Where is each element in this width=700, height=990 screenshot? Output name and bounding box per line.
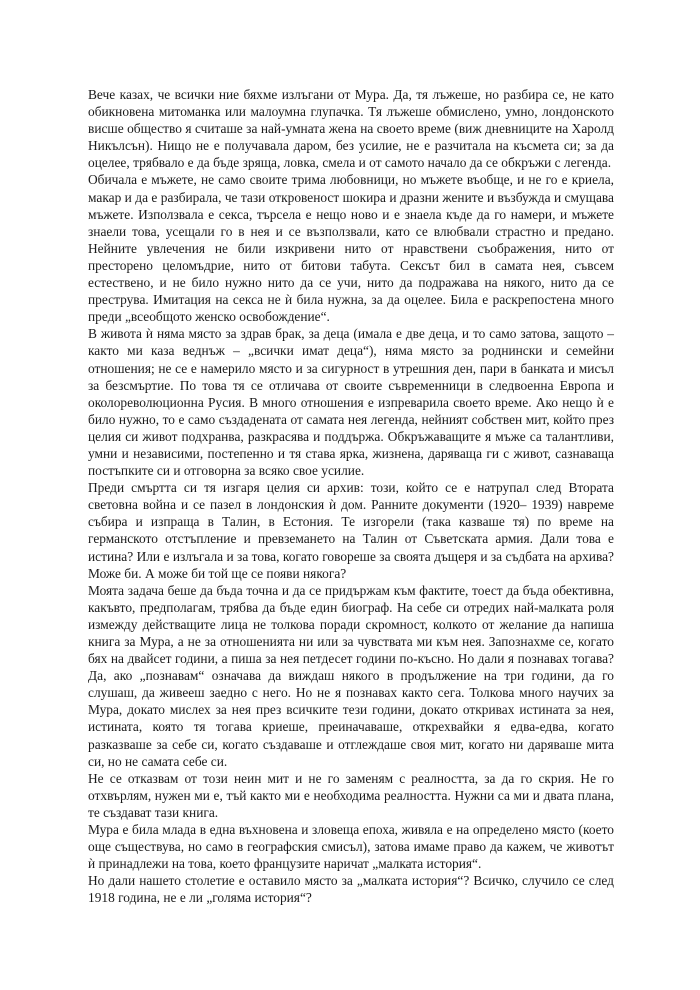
paragraph-5: Моята задача беше да бъда точна и да се придържам към фактите, тоест да бъда обективна, какъвто, предполагам, трябва да бъде един биограф. На себе си отредих най-малката роля измежду действащите лица не толкова поради скромност, колкото от желание да напиша книга за Мура, а не за отношенията ни или за чувствата ми към нея. Запознахме се, когато бях на двайсет години, а пиша за нея петдесет години по-късно. Но дали я познавах тогава? Да, ако „познавам“ означава да виждаш някого в продължение на три години, да го слушаш, да живееш заедно с него. Но не я познавах както сега. Толкова много научих за Мура, докато мислех за нея през всичките тези години, докато откривах истината за нея, истината, която тя тогава криеше, преиначаваше, открехвайки я едва-едва, когато разказваше за себе си, когато създаваше и отглеждаше своя мит, когато ни даряваше мита си, но не самата себе си. — [88, 582, 614, 769]
paragraph-1: Вече казах, че всички ние бяхме излъгани от Мура. Да, тя лъжеше, но разбира се, не като обикновена митоманка или малоумна глупачка. Тя лъжеше обмислено, умно, лондонското висше общество я считаше за най-умната жена на своето време (виж дневниците на Харолд Никълсън). Нищо не е получавала даром, без усилие, не е разчитала на късмета си; за да оцелее, трябвало е да бъде зряща, ловка, смела и от самото начало да се обкръжи с легенда. — [88, 87, 614, 171]
paragraph-2: Обичала е мъжете, не само своите трима любовници, но мъжете въобще, и не го е криела, макар и да е разбирала, че тази откровеност шокира и дразни жените и възбужда и смущава мъжете. Използвала е секса, търсела е нещо ново и е знаела къде да го намери, и мъжете знаели това, усещали го в нея и се възползвали, като се влюбвали страстно и предано. Нейните увлечения не били изкривени нито от нравствени съображения, нито от престорено целомъдрие, нито от битови табута. Сексът бил в самата нея, съвсем естествено, и не било нужно нито да се учи, нито да подражава на някого, нито да се преструва. Имитация на секса не ѝ била нужна, за да оцелее. Била е раскрепостена много преди „всеобщото женско освобождение“. — [88, 172, 614, 325]
paragraph-6: Не се отказвам от този неин мит и не го заменям с реалността, за да го скрия. Не го отхвърлям, нужен ми е, тъй както ми е необходима реалността. Нужни са ми и двата плана, те създават тази книга. — [88, 770, 614, 820]
paragraph-7: Мура е била млада в една въхновена и зловеща епоха, живяла е на определено място (което още съществува, но само в географския смисъл), затова имаме право да кажем, че животът ѝ принадлежи на това, което французите наричат „малката история“. — [88, 822, 614, 872]
paragraph-8: Но дали нашето столетие е оставило място за „малката история“? Всичко, случило се след 1918 година, не е ли „голяма история“? — [88, 873, 614, 906]
paragraph-4: Преди смъртта си тя изгаря целия си архив: този, който се е натрупал след Втората световна война и се пазел в лондонския ѝ дом. Ранните документи (1920– 1939) навреме събира и изпраща в Талин, в Естония. Те изгорели (така казваше тя) по време на германското отстъпление и превземането на Талин от Съветската армия. Дали това е истина? Или е излъгала и за това, когато говореше за своята дъщеря и за съдбата на архива? Може би. А може би той ще се появи някога? — [88, 480, 614, 581]
paragraph-3: В живота ѝ няма място за здрав брак, за деца (имала е две деца, и то само затова, защото – както ми каза веднъж – „всички имат деца“), няма място за роднински и семейни отношения; не се е намерило място и за сигурност в утрешния ден, пари в банката и мисъл за безсмъртие. По това тя се отличава от своите съвременници в следвоенна Европа и околореволюционна Русия. В много отношения е изпреварила своето време. Ако нещо ѝ е било нужно, то е само създадената от самата нея легенда, нейният собствен мит, който през целия си живот подхранва, разкрасява и поддържа. Обкръжаващите я мъже са талантливи, умни и независими, постепенно и тя става ярка, жизнена, даряваща ги с живот, сазнаваща постъпките си и отговорна за всяко свое усилие. — [88, 326, 614, 479]
document-body — [88, 86, 614, 907]
